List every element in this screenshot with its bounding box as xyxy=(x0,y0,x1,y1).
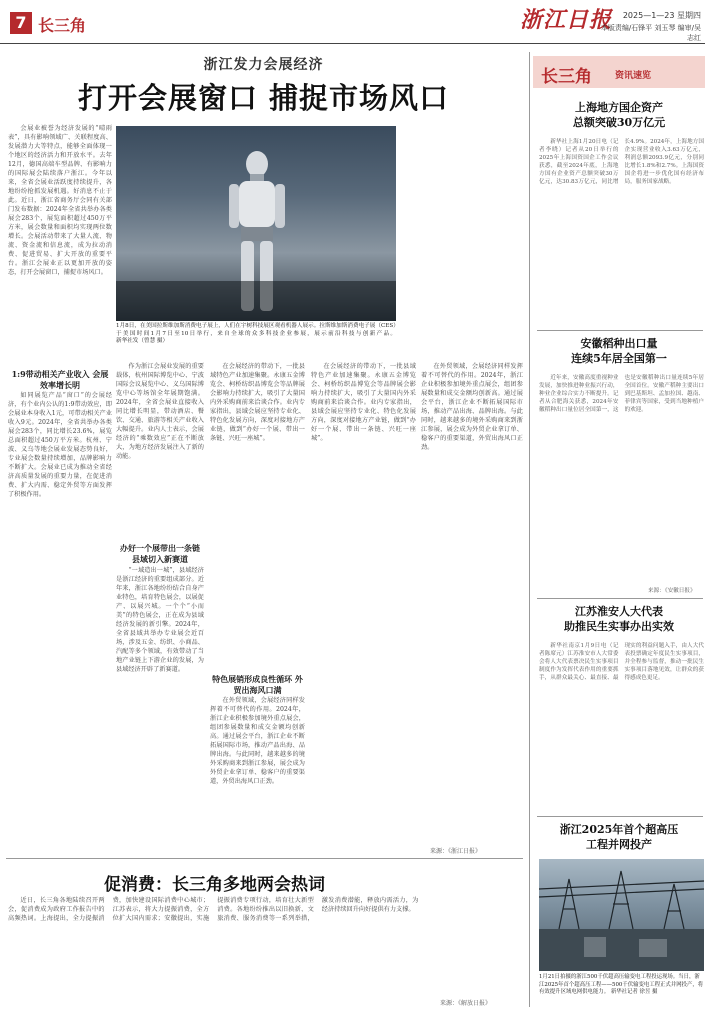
brief-3-body xyxy=(539,642,704,812)
title-line: 工程并网投产 xyxy=(586,838,652,851)
editor-line: 本版责编/石锋平 刘玉琴 编审/吴志红 xyxy=(600,24,701,42)
subhead-1: 1:9带动相关产业收入 会展效率增长明 xyxy=(11,369,109,390)
section-name: 长三角 xyxy=(38,16,87,35)
brief-2-body xyxy=(539,374,704,584)
issue-date: 2025—1—23 星期四 xyxy=(622,11,701,20)
brief-text: 近年来，安徽高度重视种业发展，加快推进种业振兴行动，种业企业综合实力不断提升。记者从合肥海关获悉，2024年安徽稻种出口量位居全国第一，这也是安徽稻种出口量连续5年居全国首位。安徽产稻种主要出口到巴基斯坦、孟加拉国、越南、菲律宾等国家，受到当地种植户的欢迎。 xyxy=(539,375,704,413)
divider xyxy=(6,858,523,859)
photo-credit: 新华社发（曾慧 摄） xyxy=(116,338,169,345)
page-number: 7 xyxy=(10,12,32,34)
divider xyxy=(537,330,703,331)
substation-illustration xyxy=(539,859,704,971)
brief-4-title xyxy=(533,822,705,852)
news-brief-column xyxy=(533,46,705,1014)
power-station-photo xyxy=(539,859,704,971)
robot-expo-photo xyxy=(116,126,396,321)
column-text: 在会展经济的带动下，一批县域特色产业加速集聚。永康五金博览会、柯桥纺织品博览会等品牌展会影响力持续扩大，吸引了大量国内外采购商前来洽谈合作。业内专家指出，县域会展应坚持专业化、特色化发展方向，深度对接地方产业链，做到“办好一个展、带出一条链、兴旺一座城”。 xyxy=(311,363,416,442)
caption-text: 1月8日，在美国拉斯维加斯消费电子展上，人们在宇树科技展区观看机器人展示。拉斯维加斯消费电子展（CES）于美国时间1月7日至10日举行，来自全球的众多科技企业参展，展示前沿科技与创新产品。 xyxy=(116,323,396,337)
subhead-3: 特色展销形成良性循环 外贸出海风口满 xyxy=(212,674,303,695)
column-divider xyxy=(529,52,530,1007)
column-text: 如同展览产品“窗口”的会展经济，有个业内公认的1:9带动效应，即会展业本身收入1元，可带动相关产业收入9元。2024年，全省共举办各类展会283个，同比增长23.6%，展览总面积超过450万平方米。杭州、宁波、义乌等地会展业发展态势良好，专业展会数量持续增加，品牌影响力不断扩大。会展业已成为推动全省经济高质量发展的重要力量，在促进消费、扩大内需、稳定外贸等方面发挥了积极作用。 xyxy=(8,392,112,498)
article-column-5 xyxy=(210,696,305,856)
column-text: 近日，长三角各地陆续召开两会，促消费成为政府工作报告中的高频热词。上海提出，全力提振消费，加快建设国际消费中心城市；江苏表示，将大力提振消费，全方位扩大国内需求；安徽提出，实施提振消费专项行动，培育壮大新型消费。各地纷纷推出以旧换新、文旅消费、服务消费等一系列举措，激发消费潜能，释放内需活力，为经济持续回升向好提供有力支撑。 xyxy=(8,897,419,922)
article-column-3 xyxy=(116,566,204,856)
brief-2-source: 来源：《安徽日报》 xyxy=(648,588,696,594)
brief-1-title xyxy=(533,100,705,130)
column-text: 作为浙江会展业发展的重要载体，杭州国际博览中心、宁波国际会议展览中心、义乌国际博览中心等场馆全年展期饱满。2024年，全省会展业直接收入同比增长明显，带动酒店、餐饮、交通、旅游等相关产业收入大幅提升。业内人士表示，会展经济的“乘数效应”正在不断放大，为地方经济发展注入了新的动能。 xyxy=(116,363,204,460)
newspaper-logo: 浙江日报 xyxy=(520,7,613,33)
article-column-7 xyxy=(421,362,523,842)
divider xyxy=(537,598,703,599)
brief-3-title xyxy=(533,604,705,634)
brief-section: 长三角 xyxy=(541,67,592,87)
crowd-shadow xyxy=(116,281,396,321)
article-column-2 xyxy=(116,362,204,540)
page-header xyxy=(0,0,705,44)
article-column-1 xyxy=(8,124,112,364)
bottom-article-title: 促消费：长三角多地两会热词 xyxy=(104,875,325,895)
bottom-article-body xyxy=(8,896,523,1008)
column-text: 在外贸领域，会展经济同样发挥着不可替代的作用。2024年，浙江企业积极参加境外重点展会，组团参展数量和成交金额均创新高。通过展会平台，浙江企业不断拓展国际市场，推动产品出海、品牌出海。与此同时，越来越多的境外采购商来到浙江参展，展会成为外贸企业拿订单、稳客户的重要渠道，外贸出海风口正劲。 xyxy=(210,697,305,785)
brief-photo-caption xyxy=(539,974,704,997)
article-source: 来源：《浙江日报》 xyxy=(430,848,482,855)
article-column-4 xyxy=(210,362,305,672)
brief-text: 新华社南京1月9日电（记者陈席元）江苏淮安市人大常委会将人大代表票决民生实事项目制度作为发挥代表作用的重要抓手，从群众最关心、最直接、最现实的利益问题入手，由人大代表投票确定年度民生实事项目，并全程参与监督，推动一批民生实事项目落地见效，让群众的获得感成色更足。 xyxy=(539,643,704,681)
column-text: “一域造出一城”，县域经济是浙江经济的重要组成部分。近年来，浙江各地纷纷结合自身产业特色，培育特色展会，以展促产、以展兴城。一个个“小而美”的特色展会，正在成为县域经济发展的新引擎。2024年，全省县域共举办专业展会近百场，涉及五金、纺织、小商品、汽配等多个领域，有效带动了当地产业链上下游企业的发展，为县域经济开辟了新赛道。 xyxy=(116,567,204,673)
article-kicker: 浙江发力会展经济 xyxy=(203,57,324,73)
article-column-1b xyxy=(8,391,112,856)
title-line: 总额突破30万亿元 xyxy=(572,116,666,129)
column-text: 在外贸领域，会展经济同样发挥着不可替代的作用。2024年，浙江企业积极参加境外重点展会，组团参展数量和成交金额均创新高。通过展会平台，浙江企业不断拓展国际市场，推动产品出海、品牌出海。与此同时，越来越多的境外采购商来到浙江参展，展会成为外贸企业拿订单、稳客户的重要渠道，外贸出海风口正劲。 xyxy=(421,363,523,451)
main-story-area xyxy=(0,46,527,1014)
brief-subsection: 资讯速览 xyxy=(615,71,652,81)
column-text: 会展业被誉为经济发展的“晴雨表”，具有影响领域广、关联程度高、发展潜力大等特点，能够全面体现一个地区的经济活力和开放水平。去年12月，德国高端车型品牌、有影响力的国际展会陆续落户浙江。今年以来，全省会展业活跃度持续提升，各地纷纷抢抓发展机遇。好消息不止于此。近日，浙江省商务厅会同有关部门发布数据：2024年全省共举办各类展会283个，展览面积超过450万平方米，展会数量和面积均实现两位数增长。会展活动带来了大量人流、物流、资金流和信息流，成为拉动消费、促进贸易、扩大开放的重要平台。浙江会展业正以更加开放的姿态，打开会展窗口，捕捉市场风口。 xyxy=(8,125,112,276)
title-line: 江苏淮安人大代表 xyxy=(575,605,663,618)
brief-1-body xyxy=(539,138,704,328)
article-headline: 打开会展窗口 捕捉市场风口 xyxy=(77,81,450,115)
brief-2-title xyxy=(533,336,705,366)
brief-text: 新华社上海1月20日电（记者李晓）记者从20日举行的2025年上海国资国企工作会议获悉，截至2024年底，上海地方国有企业资产总额突破30万亿元，达30.83万亿元，同比增长4.9%。2024年，上海地方国企实现营业收入3.63万亿元，利润总额2093.9亿元，分别同比增长1.8%和2.7%。上海国资国企将进一步优化国有经济布局，服务国家战略。 xyxy=(539,139,704,185)
title-line: 浙江2025年首个超高压 xyxy=(559,823,679,836)
subhead-2: 办好一个展带出一条链 县域切入新赛道 xyxy=(120,543,200,564)
title-line: 助推民生实事办出实效 xyxy=(564,620,674,633)
brief-header xyxy=(533,56,705,88)
title-line: 上海地方国企资产 xyxy=(575,101,663,114)
photo-credit: 新华社记者 徐昱 摄 xyxy=(610,989,658,996)
title-line: 连续5年居全国第一 xyxy=(571,352,667,365)
bottom-article-source: 来源：《解放日报》 xyxy=(440,1000,492,1007)
article-column-6 xyxy=(311,362,416,842)
title-line: 安徽稻种出口量 xyxy=(580,337,658,350)
photo-caption xyxy=(116,323,396,346)
caption-text: 1月21日拍摄的浙江500千伏超高压输变电工程投运现场。当日，浙江2025年首个超高压工程——500千伏输变电工程正式并网投产，将有效提升区域电网供电能力。 xyxy=(539,974,704,996)
column-text: 在会展经济的带动下，一批县域特色产业加速集聚。永康五金博览会、柯桥纺织品博览会等品牌展会影响力持续扩大，吸引了大量国内外采购商前来洽谈合作。业内专家指出，县域会展应坚持专业化、特色化发展方向，深度对接地方产业链，做到“办好一个展、带出一条链、兴旺一座城”。 xyxy=(210,363,305,442)
divider xyxy=(537,816,703,817)
